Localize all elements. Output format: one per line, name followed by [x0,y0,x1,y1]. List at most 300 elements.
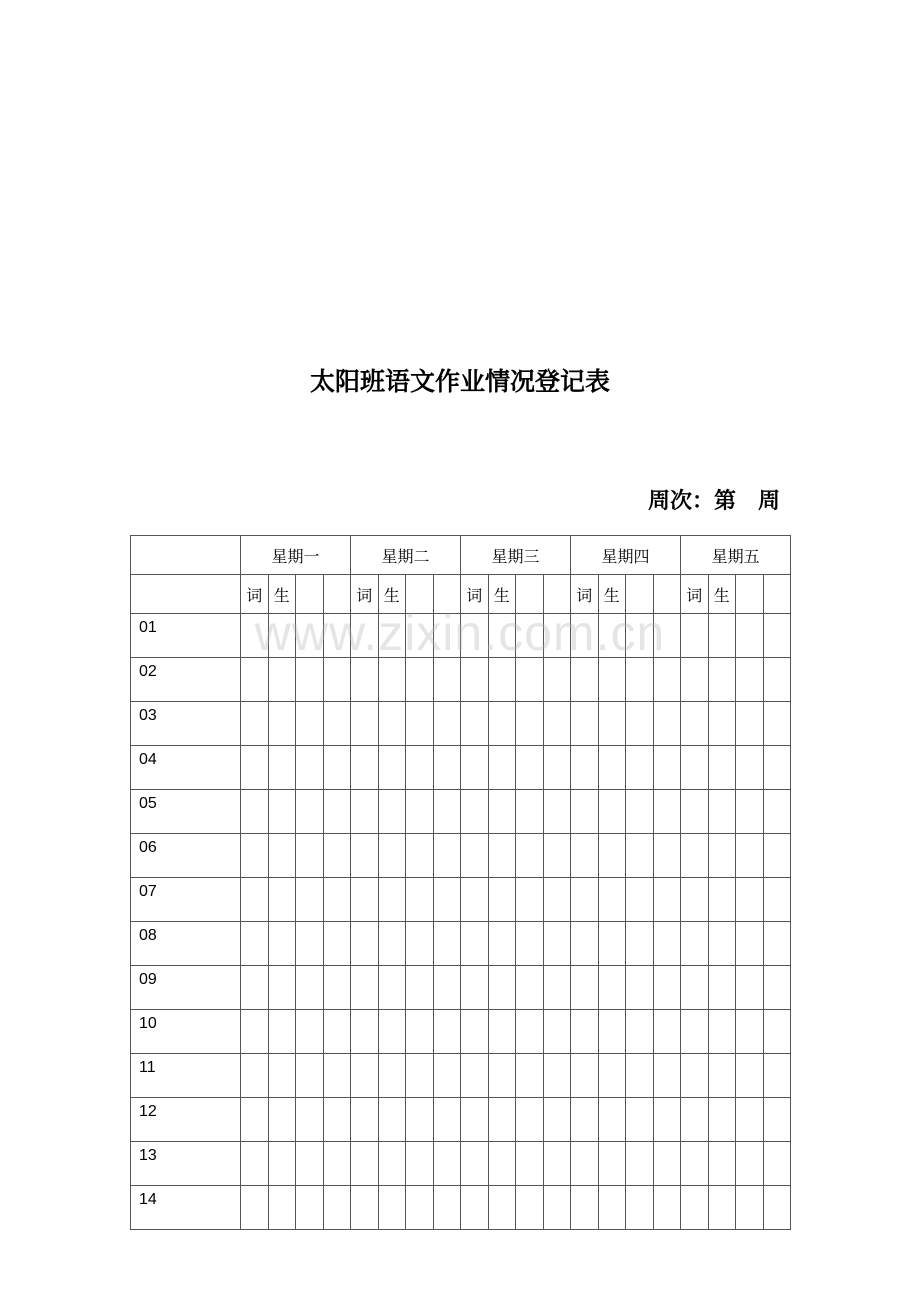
record-cell[interactable] [763,746,791,790]
student-number: 04 [131,746,241,790]
record-cell[interactable] [406,614,434,658]
record-cell[interactable] [708,614,736,658]
record-cell[interactable] [378,1010,406,1054]
sub-header: 生 [378,575,406,614]
record-cell[interactable] [433,702,461,746]
record-cell[interactable] [351,746,379,790]
record-cell[interactable] [488,790,516,834]
record-cell[interactable] [488,834,516,878]
record-cell[interactable] [681,746,709,790]
record-cell[interactable] [351,658,379,702]
record-cell[interactable] [708,878,736,922]
record-cell[interactable] [461,1054,489,1098]
record-cell[interactable] [296,1142,324,1186]
record-cell[interactable] [323,1054,351,1098]
record-cell[interactable] [268,922,296,966]
record-cell[interactable] [351,702,379,746]
record-cell[interactable] [681,1142,709,1186]
record-cell[interactable] [351,1186,379,1230]
record-cell[interactable] [323,834,351,878]
record-cell[interactable] [653,966,681,1010]
record-cell[interactable] [681,702,709,746]
student-number: 12 [131,1098,241,1142]
sub-header: 词 [351,575,379,614]
record-cell[interactable] [241,614,269,658]
record-cell[interactable] [516,1142,544,1186]
student-number: 08 [131,922,241,966]
record-cell[interactable] [461,614,489,658]
record-cell[interactable] [378,790,406,834]
record-cell[interactable] [543,834,571,878]
record-cell[interactable] [626,746,654,790]
record-cell[interactable] [626,1054,654,1098]
record-cell[interactable] [681,966,709,1010]
record-cell[interactable] [708,1010,736,1054]
record-cell[interactable] [433,966,461,1010]
record-cell[interactable] [241,658,269,702]
record-cell[interactable] [571,878,599,922]
record-cell[interactable] [516,1054,544,1098]
record-cell[interactable] [268,658,296,702]
record-cell[interactable] [653,922,681,966]
record-cell[interactable] [598,1054,626,1098]
record-cell[interactable] [571,1098,599,1142]
record-cell[interactable] [323,922,351,966]
record-cell[interactable] [268,1142,296,1186]
record-cell[interactable] [323,1098,351,1142]
record-cell[interactable] [488,746,516,790]
week-blank [736,488,758,514]
record-cell[interactable] [653,1186,681,1230]
record-cell[interactable] [516,746,544,790]
record-cell[interactable] [241,1054,269,1098]
table-row [131,614,791,658]
record-cell[interactable] [323,878,351,922]
record-cell[interactable] [268,1010,296,1054]
record-cell[interactable] [571,922,599,966]
record-cell[interactable] [708,790,736,834]
record-cell[interactable] [736,1142,764,1186]
record-cell[interactable] [598,746,626,790]
record-cell[interactable] [406,1098,434,1142]
record-cell[interactable] [516,1098,544,1142]
record-cell[interactable] [763,966,791,1010]
record-cell[interactable] [598,1010,626,1054]
record-cell[interactable] [296,614,324,658]
record-cell[interactable] [626,966,654,1010]
record-cell[interactable] [626,702,654,746]
record-cell[interactable] [488,658,516,702]
record-cell[interactable] [763,658,791,702]
record-cell[interactable] [433,614,461,658]
record-cell[interactable] [351,834,379,878]
record-cell[interactable] [543,878,571,922]
record-cell[interactable] [681,878,709,922]
record-cell[interactable] [681,1010,709,1054]
record-cell[interactable] [296,1054,324,1098]
record-cell[interactable] [488,966,516,1010]
record-cell[interactable] [736,966,764,1010]
record-cell[interactable] [763,1186,791,1230]
record-cell[interactable] [488,1186,516,1230]
record-cell[interactable] [708,834,736,878]
record-cell[interactable] [598,922,626,966]
record-cell[interactable] [681,834,709,878]
record-cell[interactable] [406,1054,434,1098]
record-cell[interactable] [378,1142,406,1186]
record-cell[interactable] [241,1098,269,1142]
record-cell[interactable] [598,702,626,746]
record-cell[interactable] [296,746,324,790]
record-cell[interactable] [708,658,736,702]
record-cell[interactable] [268,1098,296,1142]
record-cell[interactable] [681,1186,709,1230]
record-cell[interactable] [351,966,379,1010]
record-cell[interactable] [323,746,351,790]
record-cell[interactable] [268,702,296,746]
record-cell[interactable] [378,1186,406,1230]
record-cell[interactable] [571,966,599,1010]
record-cell[interactable] [626,1098,654,1142]
record-cell[interactable] [378,966,406,1010]
record-cell[interactable] [571,790,599,834]
record-cell[interactable] [653,834,681,878]
record-cell[interactable] [736,746,764,790]
record-cell[interactable] [433,922,461,966]
record-cell[interactable] [488,1010,516,1054]
record-cell[interactable] [241,1010,269,1054]
record-cell[interactable] [378,1054,406,1098]
record-cell[interactable] [406,966,434,1010]
record-cell[interactable] [543,702,571,746]
record-cell[interactable] [461,834,489,878]
record-cell[interactable] [736,790,764,834]
record-cell[interactable] [268,1054,296,1098]
record-cell[interactable] [571,658,599,702]
record-cell[interactable] [653,1142,681,1186]
student-number: 10 [131,1010,241,1054]
record-cell[interactable] [461,966,489,1010]
record-cell[interactable] [406,834,434,878]
record-cell[interactable] [241,746,269,790]
watermark: www.zixin.com.cn [254,605,666,661]
record-cell[interactable] [708,746,736,790]
record-cell[interactable] [516,922,544,966]
record-cell[interactable] [598,614,626,658]
record-cell[interactable] [268,834,296,878]
record-cell[interactable] [461,1010,489,1054]
record-cell[interactable] [543,658,571,702]
record-cell[interactable] [268,966,296,1010]
record-cell[interactable] [626,1142,654,1186]
record-cell[interactable] [653,1054,681,1098]
record-cell[interactable] [571,702,599,746]
record-cell[interactable] [378,922,406,966]
record-cell[interactable] [433,746,461,790]
record-cell[interactable] [516,1186,544,1230]
record-cell[interactable] [406,1010,434,1054]
record-cell[interactable] [296,790,324,834]
record-cell[interactable] [241,702,269,746]
record-cell[interactable] [406,658,434,702]
record-cell[interactable] [681,922,709,966]
record-cell[interactable] [323,1186,351,1230]
record-cell[interactable] [323,658,351,702]
record-cell[interactable] [378,878,406,922]
record-cell[interactable] [323,702,351,746]
record-cell[interactable] [516,658,544,702]
record-cell[interactable] [268,790,296,834]
record-cell[interactable] [241,922,269,966]
record-cell[interactable] [516,614,544,658]
record-cell[interactable] [598,878,626,922]
record-cell[interactable] [461,746,489,790]
record-cell[interactable] [296,702,324,746]
record-cell[interactable] [323,1010,351,1054]
day-header: 星期四 [571,536,681,575]
record-cell[interactable] [433,834,461,878]
record-cell[interactable] [351,1010,379,1054]
record-cell[interactable] [681,790,709,834]
record-cell[interactable] [433,1010,461,1054]
record-cell[interactable] [736,1010,764,1054]
record-cell[interactable] [736,1186,764,1230]
record-cell[interactable] [736,658,764,702]
record-cell[interactable] [378,1098,406,1142]
sub-header [433,575,461,614]
record-cell[interactable] [296,1186,324,1230]
record-cell[interactable] [461,1142,489,1186]
record-cell[interactable] [241,834,269,878]
record-cell[interactable] [653,658,681,702]
record-cell[interactable] [543,1010,571,1054]
record-cell[interactable] [626,922,654,966]
record-cell[interactable] [571,746,599,790]
record-cell[interactable] [351,614,379,658]
record-cell[interactable] [323,790,351,834]
student-number: 11 [131,1054,241,1098]
record-cell[interactable] [763,614,791,658]
record-cell[interactable] [543,1142,571,1186]
record-cell[interactable] [516,878,544,922]
record-cell[interactable] [571,1054,599,1098]
record-cell[interactable] [488,1054,516,1098]
record-cell[interactable] [433,1098,461,1142]
record-cell[interactable] [241,878,269,922]
record-cell[interactable] [571,834,599,878]
record-cell[interactable] [763,1098,791,1142]
record-cell[interactable] [433,1186,461,1230]
record-cell[interactable] [323,1142,351,1186]
record-cell[interactable] [708,1098,736,1142]
record-cell[interactable] [626,878,654,922]
record-cell[interactable] [406,746,434,790]
record-cell[interactable] [241,790,269,834]
day-header: 星期五 [681,536,791,575]
record-cell[interactable] [736,702,764,746]
record-cell[interactable] [681,614,709,658]
record-cell[interactable] [516,834,544,878]
record-cell[interactable] [296,922,324,966]
record-cell[interactable] [516,966,544,1010]
table-row [131,658,791,702]
record-cell[interactable] [653,1010,681,1054]
record-cell[interactable] [708,1186,736,1230]
record-cell[interactable] [571,1186,599,1230]
record-cell[interactable] [653,878,681,922]
record-cell[interactable] [736,878,764,922]
record-cell[interactable] [461,1186,489,1230]
record-cell[interactable] [488,922,516,966]
record-cell[interactable] [268,878,296,922]
record-cell[interactable] [378,702,406,746]
record-cell[interactable] [763,790,791,834]
record-cell[interactable] [736,1098,764,1142]
record-cell[interactable] [378,834,406,878]
record-cell[interactable] [653,746,681,790]
record-cell[interactable] [598,1142,626,1186]
record-cell[interactable] [763,1010,791,1054]
record-cell[interactable] [598,834,626,878]
record-cell[interactable] [653,1098,681,1142]
record-cell[interactable] [406,1186,434,1230]
record-cell[interactable] [708,966,736,1010]
record-cell[interactable] [241,1186,269,1230]
record-cell[interactable] [653,702,681,746]
record-cell[interactable] [626,658,654,702]
record-cell[interactable] [736,1054,764,1098]
student-number: 01 [131,614,241,658]
record-cell[interactable] [543,1098,571,1142]
record-cell[interactable] [598,1098,626,1142]
record-cell[interactable] [543,1054,571,1098]
record-cell[interactable] [708,702,736,746]
record-cell[interactable] [626,790,654,834]
record-cell[interactable] [626,1186,654,1230]
record-cell[interactable] [571,614,599,658]
record-cell[interactable] [516,790,544,834]
record-cell[interactable] [461,922,489,966]
record-cell[interactable] [763,834,791,878]
record-cell[interactable] [571,1010,599,1054]
record-cell[interactable] [406,878,434,922]
record-cell[interactable] [378,614,406,658]
record-cell[interactable] [543,790,571,834]
record-cell[interactable] [736,922,764,966]
record-cell[interactable] [461,702,489,746]
record-cell[interactable] [296,1010,324,1054]
record-cell[interactable] [488,878,516,922]
record-cell[interactable] [241,1142,269,1186]
record-cell[interactable] [268,1186,296,1230]
record-cell[interactable] [763,1142,791,1186]
record-cell[interactable] [378,658,406,702]
sub-header [296,575,324,614]
record-cell[interactable] [488,1098,516,1142]
record-cell[interactable] [763,878,791,922]
record-cell[interactable] [543,746,571,790]
record-cell[interactable] [461,790,489,834]
record-cell[interactable] [763,922,791,966]
record-cell[interactable] [543,614,571,658]
record-cell[interactable] [736,614,764,658]
record-cell[interactable] [433,878,461,922]
record-cell[interactable] [406,790,434,834]
record-cell[interactable] [461,878,489,922]
record-cell[interactable] [296,966,324,1010]
record-cell[interactable] [241,966,269,1010]
record-cell[interactable] [681,1054,709,1098]
record-cell[interactable] [763,702,791,746]
table-row [131,1098,791,1142]
record-cell[interactable] [488,702,516,746]
record-cell[interactable] [323,614,351,658]
record-cell[interactable] [488,1142,516,1186]
record-cell[interactable] [543,922,571,966]
record-cell[interactable] [351,1098,379,1142]
record-cell[interactable] [626,1010,654,1054]
record-cell[interactable] [543,1186,571,1230]
record-cell[interactable] [406,1142,434,1186]
record-cell[interactable] [351,922,379,966]
record-cell[interactable] [351,878,379,922]
record-cell[interactable] [268,746,296,790]
record-cell[interactable] [598,966,626,1010]
record-cell[interactable] [598,1186,626,1230]
record-cell[interactable] [296,834,324,878]
record-cell[interactable] [406,922,434,966]
record-cell[interactable] [433,1142,461,1186]
table-row [131,834,791,878]
record-cell[interactable] [461,1098,489,1142]
record-cell[interactable] [351,1142,379,1186]
record-cell[interactable] [351,1054,379,1098]
record-cell[interactable] [296,878,324,922]
record-cell[interactable] [323,966,351,1010]
record-cell[interactable] [378,746,406,790]
record-cell[interactable] [626,614,654,658]
record-cell[interactable] [708,922,736,966]
record-cell[interactable] [763,1054,791,1098]
record-cell[interactable] [653,790,681,834]
record-cell[interactable] [433,790,461,834]
record-cell[interactable] [736,834,764,878]
record-cell[interactable] [543,966,571,1010]
record-cell[interactable] [681,1098,709,1142]
record-cell[interactable] [571,1142,599,1186]
record-cell[interactable] [708,1054,736,1098]
record-cell[interactable] [406,702,434,746]
record-cell[interactable] [653,614,681,658]
record-cell[interactable] [598,658,626,702]
sub-corner-cell [131,575,241,614]
sub-header: 词 [461,575,489,614]
record-cell[interactable] [296,1098,324,1142]
record-cell[interactable] [626,834,654,878]
record-cell[interactable] [598,790,626,834]
record-cell[interactable] [268,614,296,658]
record-cell[interactable] [433,1054,461,1098]
record-cell[interactable] [708,1142,736,1186]
record-cell[interactable] [461,658,489,702]
record-cell[interactable] [351,790,379,834]
record-cell[interactable] [488,614,516,658]
record-cell[interactable] [433,658,461,702]
record-cell[interactable] [516,1010,544,1054]
record-cell[interactable] [296,658,324,702]
record-cell[interactable] [681,658,709,702]
record-cell[interactable] [516,702,544,746]
